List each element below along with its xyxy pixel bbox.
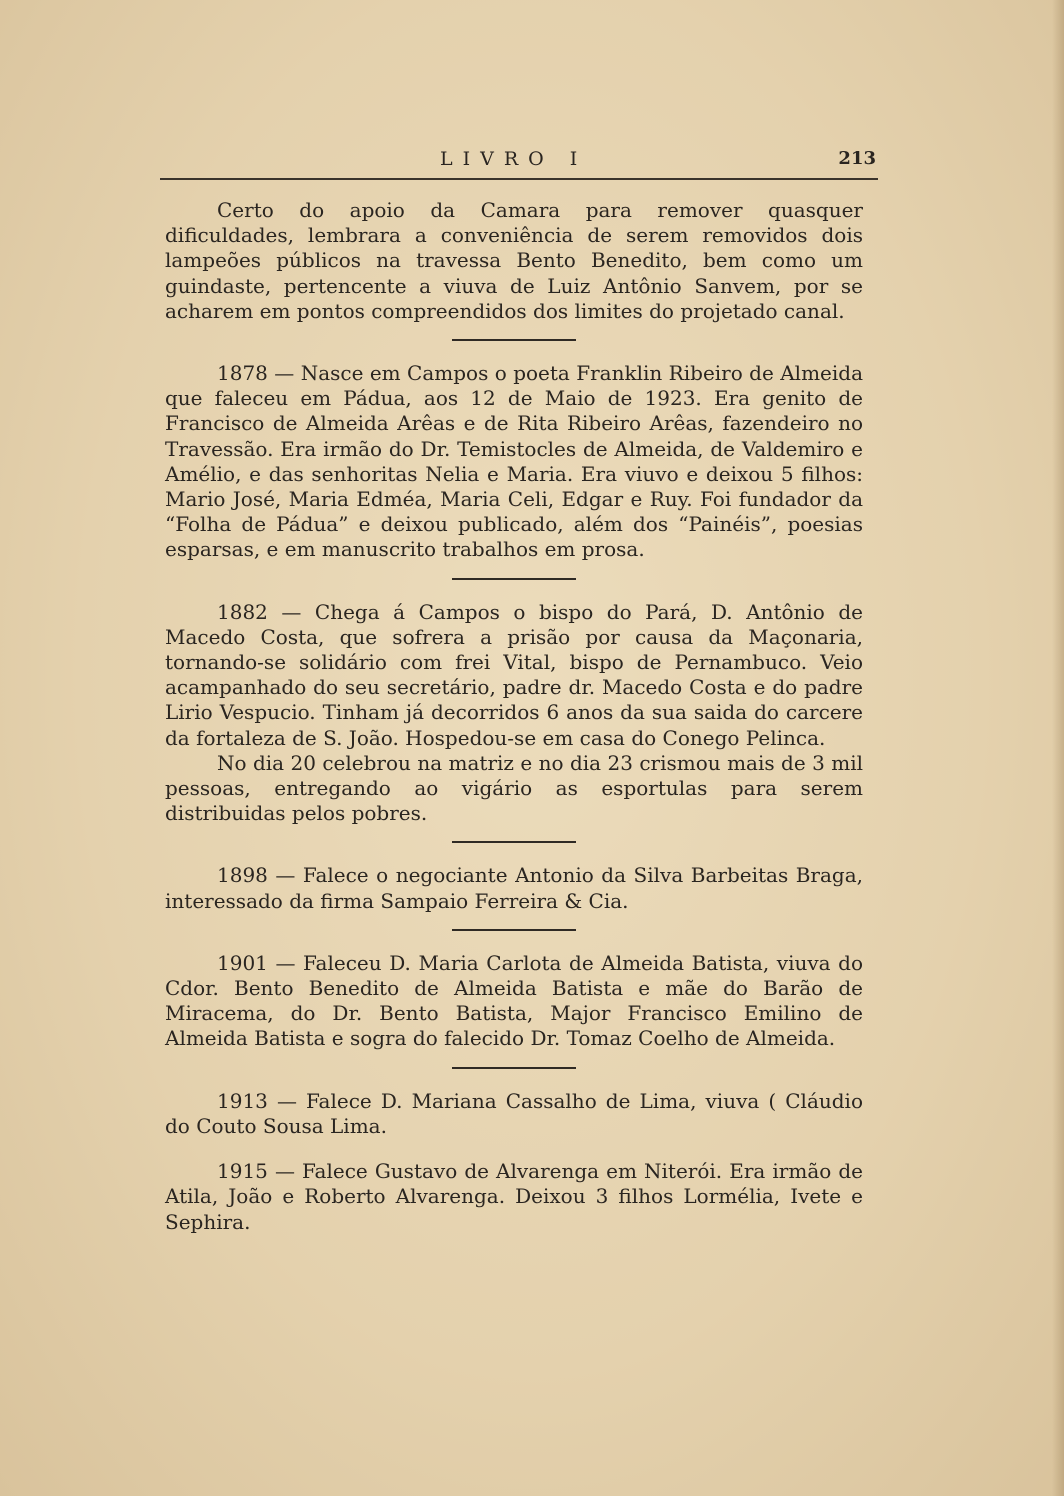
section-separator — [452, 339, 576, 341]
entry-1901: 1901 — Faleceu D. Maria Carlota de Almeida Batista, viuva do Cdor. Bento Benedito de Almeida Batista e mãe do Barão de Miracema, do Dr. Bento Batista, Major Francisco Emilino de Almeida Batista e sogra do falecido Dr. Tomaz Coelho de Almeida. — [165, 950, 863, 1051]
section-separator — [452, 841, 576, 843]
paragraph-canal: Certo do apoio da Camara para remover quasquer dificuldades, lembrara a conveniência de serem removidos dois lampeões públicos na travessa Bento Benedito, bem como um guindaste, pertencente a viuva de Luiz Antônio Sanvem, por se acharem em pontos compreendidos dos limites do projetado canal. — [165, 198, 863, 323]
entry-1882: 1882 — Chega á Campos o bispo do Pará, D. Antônio de Macedo Costa, que sofrera a prisão por causa da Maçonaria, tornando-se solidário com frei Vital, bispo de Pernambuco. Veio acampanhado do seu secretário, padre dr. Macedo Costa e do padre Lirio Vespucio. Tinham já decorridos 6 anos da sua saida do carcere da fortaleza de S. João. Hospedou-se em casa do Conego Pelinca. — [165, 599, 863, 750]
spacer — [165, 1139, 863, 1159]
section-separator — [452, 929, 576, 931]
entry-1915: 1915 — Falece Gustavo de Alvarenga em Niterói. Era irmão de Atila, João e Roberto Alvarenga. Deixou 3 filhos Lormélia, Ivete e Sephira. — [165, 1159, 863, 1234]
page-number: 213 — [838, 148, 876, 169]
entry-1898: 1898 — Falece o negociante Antonio da Silva Barbeitas Braga, interessado da firma Sampaio Ferreira & Cia. — [165, 863, 863, 913]
header-rule — [160, 178, 878, 180]
body-text — [165, 198, 863, 1235]
running-title: LIVRO I — [440, 148, 588, 170]
section-separator — [452, 578, 576, 580]
section-separator — [452, 1067, 576, 1069]
entry-1913: 1913 — Falece D. Mariana Cassalho de Lima, viuva ( Cláudio do Couto Sousa Lima. — [165, 1088, 863, 1138]
entry-1882-continued: No dia 20 celebrou na matriz e no dia 23 crismou mais de 3 mil pessoas, entregando ao vigário as esportulas para serem distribuidas pelos pobres. — [165, 750, 863, 826]
page-edge-shadow — [1052, 0, 1064, 1496]
entry-1878: 1878 — Nasce em Campos o poeta Franklin Ribeiro de Almeida que faleceu em Pádua, aos 12 de Maio de 1923. Era genito de Francisco de Almeida Arêas e de Rita Ribeiro Arêas, fazendeiro no Travessão. Era irmão do Dr. Temistocles de Almeida, de Valdemiro e Amélio, e das senhoritas Nelia e Maria. Era viuvo e deixou 5 filhos: Mario José, Maria Edméa, Maria Celi, Edgar e Ruy. Foi fundador da “Folha de Pádua” e deixou publicado, além dos “Painéis”, poesias esparsas, e em manuscrito trabalhos em prosa. — [165, 361, 863, 562]
page-header — [160, 148, 876, 178]
